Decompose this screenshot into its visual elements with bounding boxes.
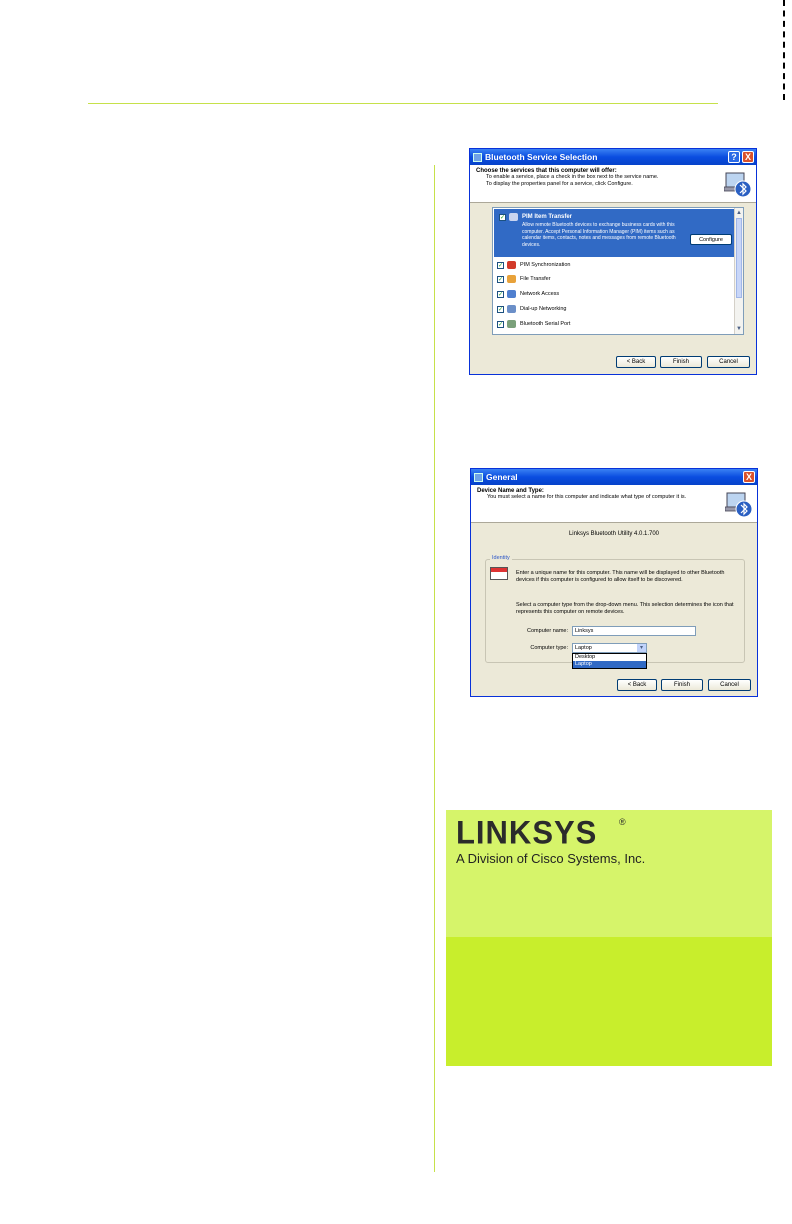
configure-button[interactable]: Configure [690,234,732,245]
bluetooth-service-selection-dialog [469,148,757,375]
bluetooth-window-icon [474,473,483,482]
header-line: To enable a service, place a check in the box next to the service name. [486,174,659,180]
computer-type-dropdown[interactable] [572,643,647,653]
checkbox[interactable]: ✓ [498,291,504,298]
list-item[interactable] [497,274,551,284]
header-line: To display the properties panel for a service, click Configure. [486,181,633,187]
checkbox[interactable]: ✓ [498,321,504,328]
linksys-logo: LINKSYS [456,814,598,851]
bluetooth-computer-icon [724,169,752,199]
identity-group [485,555,745,667]
computer-type-label: Computer type: [530,645,568,651]
list-item[interactable] [497,304,566,314]
file-transfer-icon [507,275,516,283]
dialog-title: Bluetooth Service Selection [485,152,598,162]
list-item-selected[interactable] [494,209,734,257]
service-label: Network Access [520,291,560,297]
list-item[interactable] [497,319,570,329]
header-title: Device Name and Type: [477,488,544,494]
dropdown-option[interactable]: Desktop [575,654,596,660]
computer-name-field[interactable]: Linksys [572,626,696,636]
serial-port-icon [507,320,516,328]
cancel-button[interactable]: Cancel [708,679,751,691]
back-button[interactable]: < Back [617,679,657,691]
network-access-icon [507,290,516,298]
list-item[interactable] [497,260,570,270]
title-bar [470,149,756,165]
dialog-title: General [486,472,518,482]
dialup-icon [507,305,516,313]
chevron-down-icon[interactable]: ▾ [637,644,646,652]
scroll-thumb[interactable] [736,218,742,298]
dropdown-list[interactable] [572,653,647,669]
service-label: Dial-up Networking [520,306,567,312]
service-label: PIM Synchronization [520,262,571,268]
close-button[interactable]: X [742,151,754,163]
top-rule [88,103,718,104]
service-label: File Transfer [520,276,551,282]
dropdown-option-selected[interactable]: Laptop [573,661,646,668]
finish-button[interactable]: Finish [660,356,702,368]
computer-name-label: Computer name: [527,628,568,634]
type-text: Select a computer type from the drop-down menu. This selection determines the icon that represents this computer on remote devices. [516,602,734,615]
help-button[interactable]: ? [728,151,740,163]
bluetooth-computer-icon [725,489,753,519]
identity-card-icon [490,567,508,580]
scroll-up-icon[interactable]: ▲ [736,210,742,216]
pim-sync-icon [507,261,516,269]
cancel-button[interactable]: Cancel [707,356,750,368]
cut-line [783,0,785,100]
pim-transfer-icon [509,213,518,221]
header-line: You must select a name for this computer and indicate what type of computer it is. [487,494,687,500]
linksys-subtitle: A Division of Cisco Systems, Inc. [456,851,646,866]
group-legend: Identity [492,555,510,561]
checkbox[interactable]: ✓ [500,215,506,221]
scrollbar[interactable] [734,208,743,334]
bluetooth-window-icon [473,153,482,162]
checkbox[interactable]: ✓ [498,276,504,283]
dialog-header [470,165,756,203]
service-name: PIM Item Transfer [522,214,573,220]
branding-box-bottom [446,937,772,1066]
list-item[interactable] [497,289,559,299]
scroll-down-icon[interactable]: ▼ [736,326,742,332]
registered-mark: ® [619,817,626,827]
service-description: Allow remote Bluetooth devices to exchange business cards with this computer. Accept Personal Information Manager (PIM) items such as calendar items, contacts, notes and messages from remote Bluetooth devices. [522,222,676,248]
title-bar [471,469,757,485]
close-button[interactable]: X [743,471,755,483]
header-title: Choose the services that this computer will offer: [476,168,617,174]
general-dialog [470,468,758,697]
column-rule [434,165,435,1172]
dropdown-value: Laptop [575,645,592,651]
dialog-header [471,485,757,523]
service-label: Bluetooth Serial Port [520,321,571,327]
identity-text: Enter a unique name for this computer. This name will be displayed to other Bluetooth devices if this computer is configured to allow itself to be discovered. [516,570,725,583]
checkbox[interactable]: ✓ [498,262,504,269]
back-button[interactable]: < Back [616,356,656,368]
checkbox[interactable]: ✓ [498,306,504,313]
finish-button[interactable]: Finish [661,679,703,691]
service-list[interactable] [492,207,744,335]
utility-version: Linksys Bluetooth Utility 4.0.1.700 [568,531,660,537]
